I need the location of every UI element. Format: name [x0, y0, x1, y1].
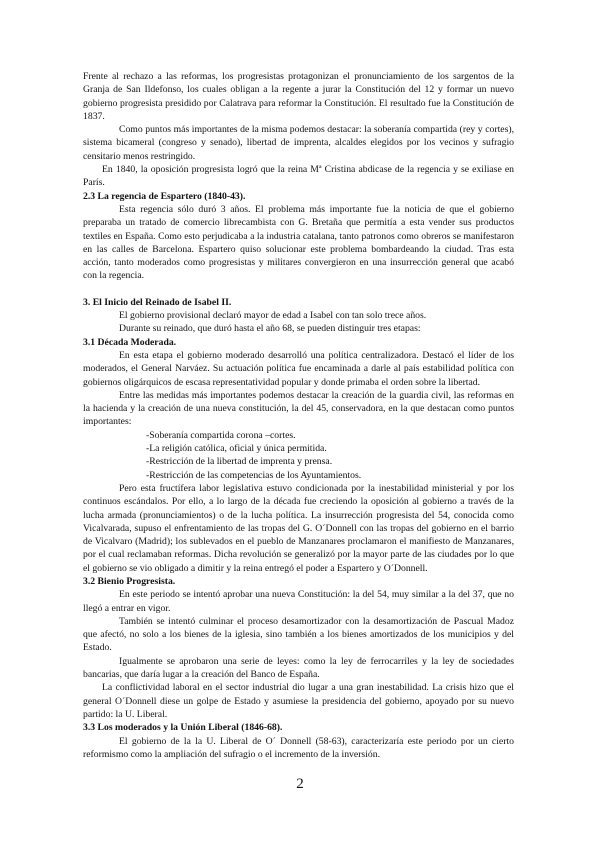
paragraph-granja-pronunciamiento: Frente al rechazo a las reformas, los progresistas protagonizan el pronunciamiento de los sargentos de la Granja de San Ildefonso, los cuales obligan a la regente a jurar la Constitución del 12 y formar un nuevo gobierno progresista presidido por Calatrava para reformar la Constitución. El resultado fue la Constitución de 1837. — [83, 71, 514, 122]
list-item: -Restricción de la libertad de imprenta y prensa. — [146, 456, 333, 468]
paragraph-constitucion-45: Entre las medidas más importantes podemos destacar la creación de la guardia civil, las reformas en la hacienda y la creación de una nueva constitución, la del 45, conservadora, en la que destacan como puntos importantes: — [83, 389, 514, 428]
paragraph-vicalvarada: Pero esta fructífera labor legislativa estuvo condicionada por la inestabilidad ministerial y por los continuos escándalos. Por ello, a lo largo de la década fue creciendo la oposición al gobierno a través de la lucha armada (pronunciamientos) o de la lucha política. La insurrección progresista del 54, conocida como Vicalvarada, supuso el enfrentamiento de las tropas del G. O´Donnell con las tropas del gobierno en el barrio de Vicalvaro (Madrid); los sublevados en el pueblo de Manzanares proclamaron el manifiesto de Manzanares, por el cual reclamaban reformas. Dicha revolución se generalizó por la mayor parte de las ciudades por lo que el gobierno se vio obligado a dimitir y la reina entregó el poder a Espartero y O´Donnell. — [83, 482, 514, 574]
heading-reinado-isabel: 3. El Inicio del Reinado de Isabel II. — [83, 296, 232, 308]
list-item: -Soberanía compartida corona –cortes. — [146, 429, 296, 441]
paragraph-tres-etapas: Durante su reinado, que duró hasta el año 68, se pueden distinguir tres etapas: — [119, 323, 421, 335]
heading-bienio-progresista: 3.2 Bienio Progresista. — [83, 575, 176, 587]
paragraph-mayor-de-edad: El gobierno provisional declaró mayor de edad a Isabel con tan solo trece años. — [119, 310, 427, 322]
list-item: -La religión católica, oficial y única permitida. — [146, 443, 327, 455]
list-item: -Restricción de las competencias de los Ayuntamientos. — [146, 469, 362, 481]
document-body — [83, 70, 514, 761]
paragraph-narvaez: En esta etapa el gobierno moderado desarrolló una política centralizadora. Destacó el líder de los moderados, el General Narváez. Su actuación política fue encaminada a darle al país estabilidad política con gobiernos oligárquicos de escasa representatividad popular y donde primaba el orden sobre la libertad. — [83, 349, 514, 388]
constitution-45-points-list — [83, 429, 514, 482]
paragraph-desamortizacion-madoz: También se intentó culminar el proceso desamortizador con la desamortización de Pascual Madoz que afectó, no solo a los bienes de la iglesia, sino también a los bienes amortizados de los municipios y del Estado. — [83, 615, 514, 654]
paragraph-conflictividad-laboral: La conflictividad laboral en el sector industrial dio lugar a una gran inestabilidad. La crisis hizo que el general O´Donnell diese un golpe de Estado y asumiese la presidencia del gobierno, apoyado por su nuevo partido: la U. Liberal. — [83, 682, 514, 720]
paragraph-maria-cristina-abdication: En 1840, la oposición progresista logró que la reina Mª Cristina abdicase de la regencia y se exiliase en París. — [83, 164, 514, 189]
heading-decada-moderada: 3.1 Década Moderada. — [83, 336, 177, 348]
spacer — [83, 283, 514, 296]
heading-moderados-union-liberal: 3.3 Los moderados y la Unión Liberal (1846-68). — [83, 722, 283, 734]
paragraph-constitution-1837-points: Como puntos más importantes de la misma podemos destacar: la soberanía compartida (rey y cortes), sistema bicameral (congreso y senado), libertad de imprenta, alcaldes elegidos por los vecinos y sufragio censitario menos restringido. — [83, 124, 514, 162]
heading-regencia-espartero: 2.3 La regencia de Espartero (1840-43). — [83, 190, 246, 202]
paragraph-leyes-ferrocarriles: Igualmente se aprobaron una serie de leyes: como la ley de ferrocarriles y la ley de sociedades bancarias, que daría lugar a la creación del Banco de España. — [83, 655, 514, 681]
paragraph-constitucion-54: En este periodo se intentó aprobar una nueva Constitución: la del 54, muy similar a la del 37, que no llegó a entrar en vigor. — [83, 589, 514, 614]
paragraph-gobierno-odonnell: El gobierno de la la U. Liberal de O´ Donnell (58-63), caracterizaría este periodo por un cierto reformismo como la ampliación del sufragio o el incremento de la inversión. — [83, 735, 514, 760]
paragraph-regencia-espartero: Esta regencia sólo duró 3 años. El problema más importante fue la noticia de que el gobierno preparaba un tratado de comercio librecambista con G. Bretaña que permitía a esta vender sus productos textiles en España. Como esto perjudicaba a la industria catalana, tanto patronos como obreros se manifestaron en las calles de Barcelona. Espartero quiso solucionar este problema bombardeando la ciudad. Tras esta acción, tanto moderados como progresistas y militares convergieron en una insurrección general que acabó con la regencia. — [83, 203, 514, 282]
page-number: 2 — [296, 776, 304, 792]
